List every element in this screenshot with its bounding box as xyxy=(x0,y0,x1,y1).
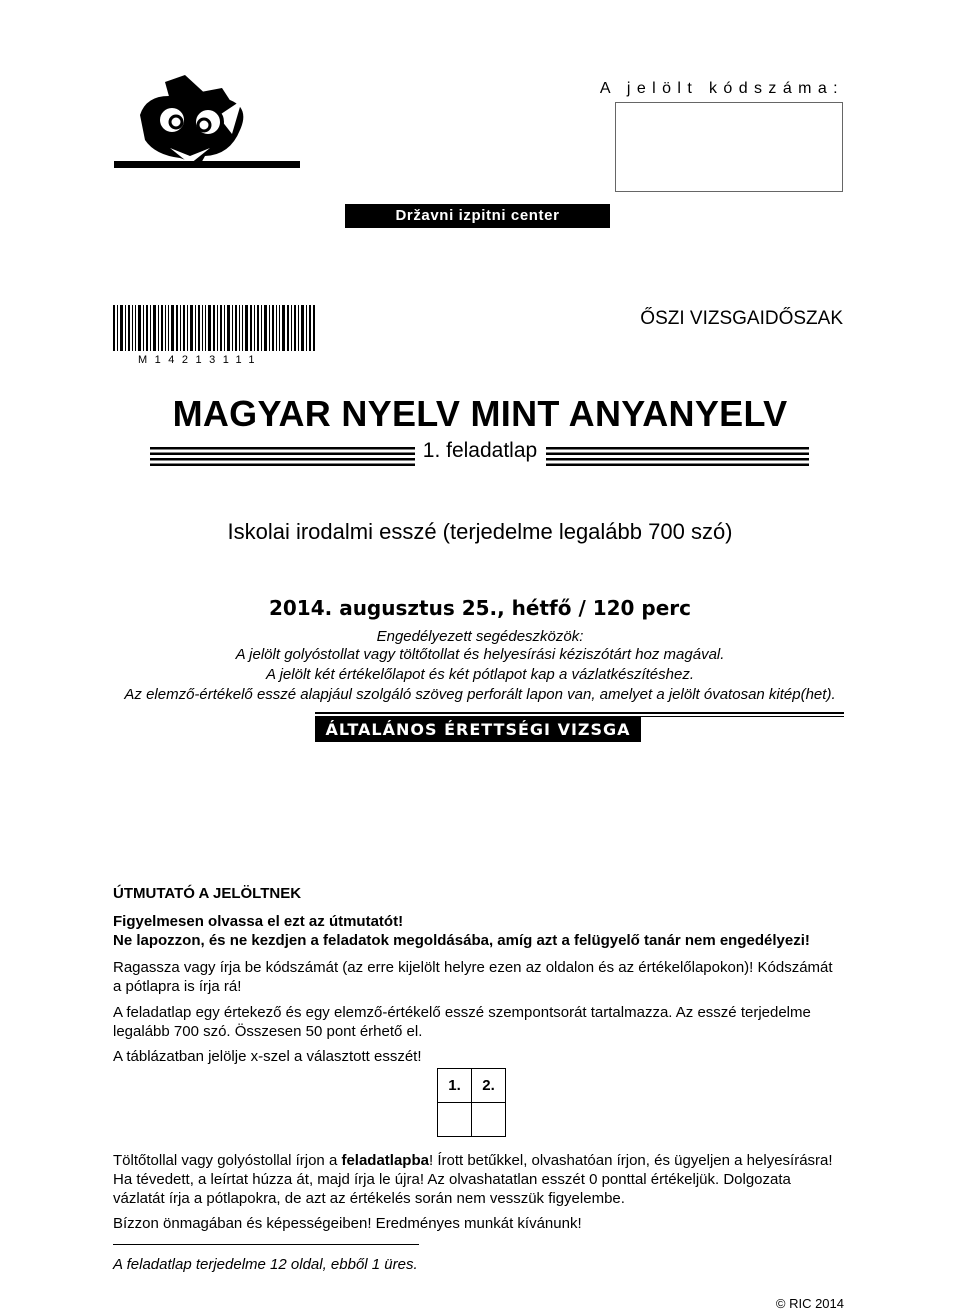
sheet-heading xyxy=(150,439,809,471)
instruction-text: ! Írott betűkkel, olvashatóan írjon, és ügyeljen a helyesírásra! Ha tévedett, a leírtat húzza át, majd írja le újra! Az olvashatatlan esszét 0 ponttal értékeljük. Dolgozata vázlatát írja a pótlapokra, de azt az értékelés során nem vesszük figyelembe. xyxy=(113,1152,833,1207)
institution-banner: Državni izpitni center xyxy=(345,204,610,228)
footer-divider xyxy=(113,1244,419,1245)
instruction-bold: Figyelmesen olvassa el ezt az útmutatót! xyxy=(113,913,404,930)
essay-type: Iskolai irodalmi esszé (terjedelme legalább 700 szó) xyxy=(227,519,733,544)
choice-box-2[interactable] xyxy=(472,1103,506,1137)
subject-title: MAGYAR NYELV MINT ANYANYELV xyxy=(172,393,788,434)
instruction-bold: Ne lapozzon, és ne kezdjen a feladatok megoldásába, amíg azt a felügyelő tanár nem engedélyezi! xyxy=(113,932,810,949)
barcode xyxy=(113,305,315,351)
exam-period: ŐSZI VIZSGAIDŐSZAK xyxy=(640,308,843,329)
divider xyxy=(315,712,844,714)
exam-type-banner: ÁLTALÁNOS ÉRETTSÉGI VIZSGA xyxy=(315,717,641,742)
instruction-text: Töltőtollal vagy golyóstollal írjon a xyxy=(113,1152,342,1169)
sheet-number: 1. feladatlap xyxy=(422,439,538,462)
exam-date: 2014. augusztus 25., hétfő / 120 perc xyxy=(268,596,692,620)
barcode-number: M14213111 xyxy=(138,354,262,366)
choice-box-1[interactable] xyxy=(438,1103,472,1137)
instruction-paragraph: Bízzon önmagában és képességeiben! Eredményes munkát kívánunk! xyxy=(113,1215,582,1232)
choice-header-1: 1. xyxy=(438,1069,472,1103)
choice-header-2: 2. xyxy=(472,1069,506,1103)
left-stripes xyxy=(150,447,415,467)
candidate-code-box[interactable] xyxy=(615,102,843,192)
allowed-tools-title: Engedélyezett segédeszközök: xyxy=(376,628,584,645)
copyright: © RIC 2014 xyxy=(775,1296,844,1311)
instruction-paragraph xyxy=(113,1151,843,1208)
ric-owl-logo xyxy=(110,70,300,175)
essay-choice-table xyxy=(437,1068,506,1137)
right-stripes xyxy=(546,447,809,467)
allowed-tools-line: Az elemző-értékelő esszé alapjául szolgáló szöveg perforált lapon van, amelyet a jelölt óvatosan kitép(het). xyxy=(124,686,836,703)
page-count-note: A feladatlap terjedelme 12 oldal, ebből 1 üres. xyxy=(113,1256,418,1273)
instructions-title: ÚTMUTATÓ A JELÖLTNEK xyxy=(113,885,302,902)
allowed-tools-line: A jelölt golyóstollat vagy töltőtollat és helyesírási kéziszótárt hoz magával. xyxy=(235,646,725,663)
instruction-paragraph: A feladatlap egy értekező és egy elemző-értékelő esszé szempontsorát tartalmazza. Az esszé terjedelme legalább 700 szó. Összesen 50 pont érhető el. xyxy=(113,1004,811,1040)
candidate-code-label: A jelölt kódszáma: xyxy=(599,80,844,97)
allowed-tools-line: A jelölt két értékelőlapot és két pótlapot kap a vázlatkészítéshez. xyxy=(265,666,695,683)
instruction-paragraph: A táblázatban jelölje x-szel a választott esszét! xyxy=(113,1048,422,1065)
instruction-emphasis: feladatlapba xyxy=(341,1152,429,1169)
instruction-paragraph: Ragassza vagy írja be kódszámát (az erre kijelölt helyre ezen az oldalon és az értékelőlapokon)! Kódszámát a pótlapra is írja rá! xyxy=(113,959,833,995)
